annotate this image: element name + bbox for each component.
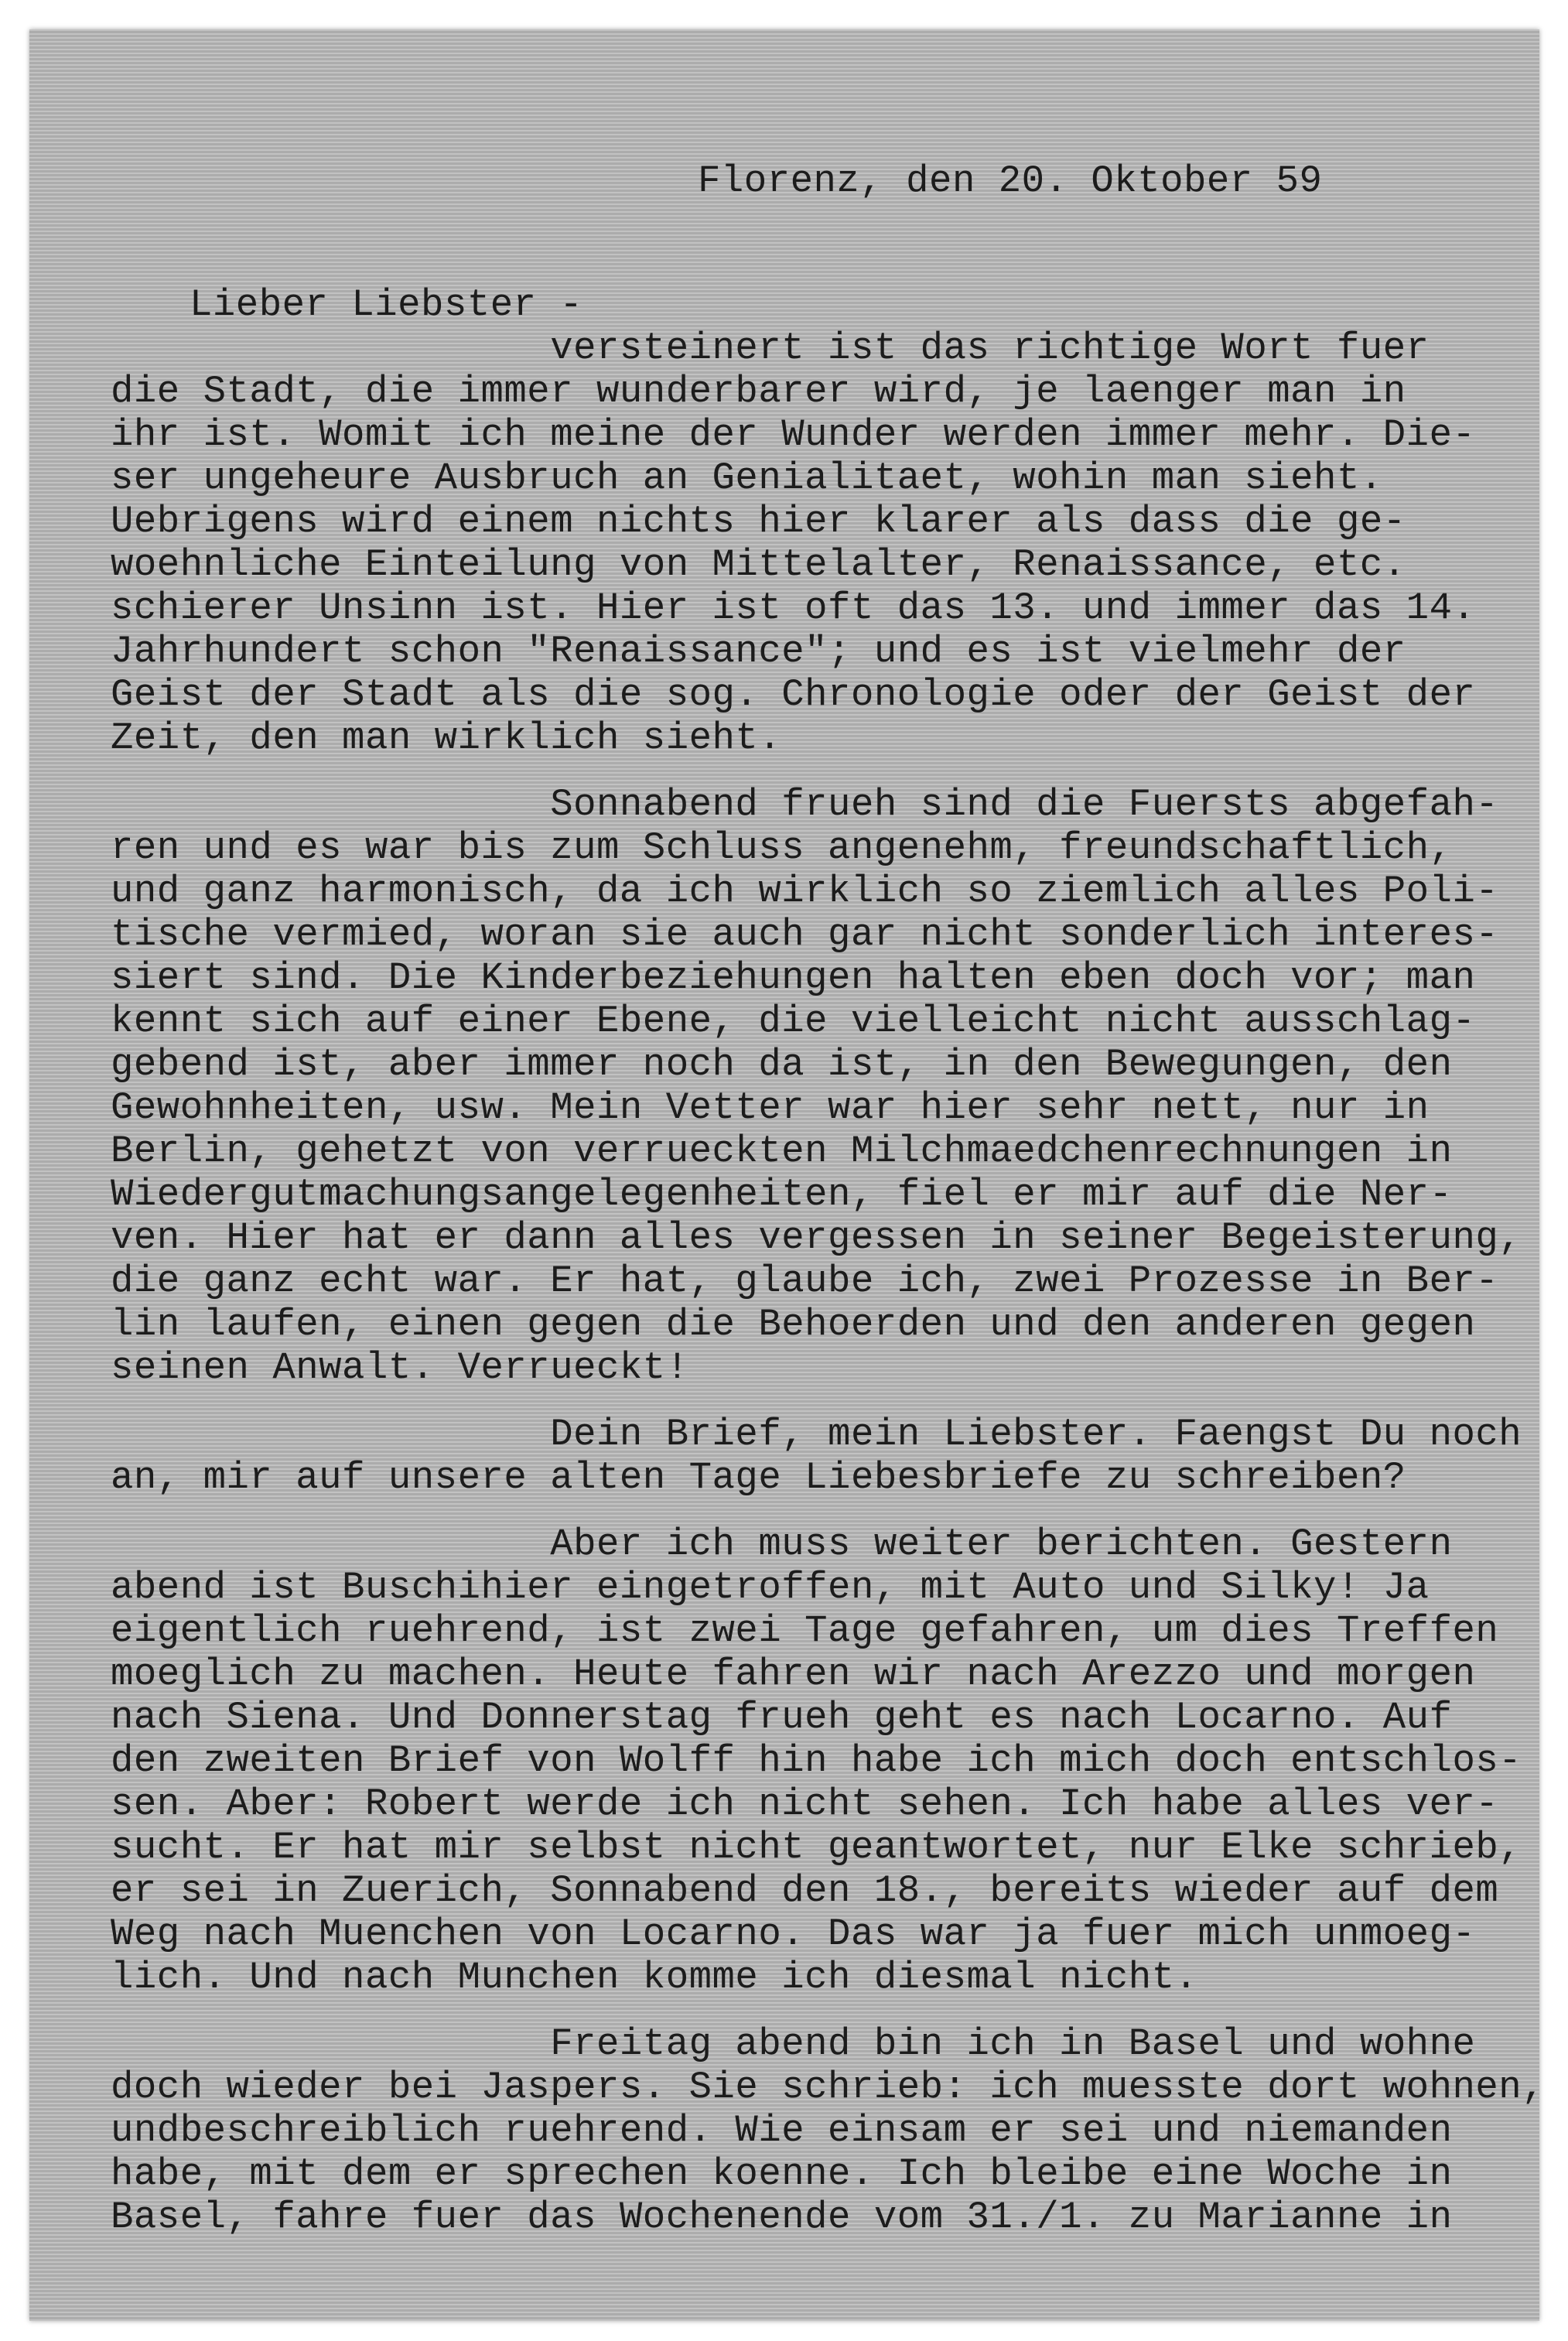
letter-paragraph	[111, 783, 1526, 1389]
text-line: Dein Brief, mein Liebster. Faengst Du noch	[111, 1413, 1522, 1456]
text-line: moeglich zu machen. Heute fahren wir nach Arezzo und morgen	[111, 1652, 1476, 1696]
text-line: versteinert ist das richtige Wort fuer	[111, 326, 1430, 370]
text-line: nach Siena. Und Donnerstag frueh geht es nach Locarno. Auf	[111, 1696, 1453, 1739]
text-line: ren und es war bis zum Schluss angenehm, freundschaftlich,	[111, 826, 1453, 870]
letter-date: Florenz, den 20. Oktober 59	[698, 159, 1323, 203]
text-line: lich. Und nach Munchen komme ich diesmal nicht.	[111, 1956, 1198, 1999]
text-line: den zweiten Brief von Wolff hin habe ich mich doch entschlos-	[111, 1739, 1522, 1782]
text-line: eigentlich ruehrend, ist zwei Tage gefahren, um dies Treffen	[111, 1609, 1499, 1652]
text-line: sucht. Er hat mir selbst nicht geantwortet, nur Elke schrieb,	[111, 1826, 1522, 1869]
text-line: lin laufen, einen gegen die Behoerden und den anderen gegen	[111, 1303, 1476, 1346]
text-line: ihr ist. Womit ich meine der Wunder werden immer mehr. Die-	[111, 413, 1476, 456]
text-line: an, mir auf unsere alten Tage Liebesbriefe zu schreiben?	[111, 1456, 1406, 1499]
text-line: Geist der Stadt als die sog. Chronologie oder der Geist der	[111, 673, 1476, 716]
text-line: schierer Unsinn ist. Hier ist oft das 13. und immer das 14.	[111, 586, 1476, 630]
letter-body	[111, 159, 1546, 2262]
letter-paragraph	[111, 1523, 1526, 1999]
text-line: und ganz harmonisch, da ich wirklich so ziemlich alles Poli-	[111, 870, 1499, 913]
text-line: abend ist Buschihier eingetroffen, mit Auto und Silky! Ja	[111, 1566, 1430, 1609]
letter-paragraph	[111, 326, 1526, 760]
text-line: er sei in Zuerich, Sonnabend den 18., bereits wieder auf dem	[111, 1869, 1499, 1912]
text-line: doch wieder bei Jaspers. Sie schrieb: ich muesste dort wohnen,	[111, 2066, 1546, 2109]
letter-paragraphs	[111, 326, 1546, 2239]
text-line: siert sind. Die Kinderbeziehungen halten eben doch vor; man	[111, 956, 1476, 1000]
typewritten-letter-page	[29, 29, 1546, 2321]
text-line: Berlin, gehetzt von verrueckten Milchmaedchenrechnungen in	[111, 1129, 1453, 1173]
text-line: Weg nach Muenchen von Locarno. Das war ja fuer mich unmoeg-	[111, 1912, 1476, 1956]
text-line: undbeschreiblich ruehrend. Wie einsam er sei und niemanden	[111, 2109, 1453, 2152]
text-line: Sonnabend frueh sind die Fuersts abgefah-	[111, 783, 1499, 826]
text-line: Basel, fahre fuer das Wochenende vom 31./1. zu Marianne in	[111, 2196, 1453, 2239]
text-line: Jahrhundert schon "Renaissance"; und es ist vielmehr der	[111, 630, 1406, 673]
text-line: ser ungeheure Ausbruch an Genialitaet, wohin man sieht.	[111, 456, 1383, 500]
text-line: Zeit, den man wirklich sieht.	[111, 716, 782, 760]
letter-paragraph	[111, 2022, 1546, 2239]
text-line: die ganz echt war. Er hat, glaube ich, zwei Prozesse in Ber-	[111, 1259, 1499, 1303]
text-line: sen. Aber: Robert werde ich nicht sehen. Ich habe alles ver-	[111, 1782, 1499, 1826]
text-line: seinen Anwalt. Verrueckt!	[111, 1346, 689, 1389]
letter-paragraph	[111, 1413, 1526, 1499]
text-line: Aber ich muss weiter berichten. Gestern	[111, 1523, 1453, 1566]
text-line: woehnliche Einteilung von Mittelalter, Renaissance, etc.	[111, 543, 1406, 586]
text-line: die Stadt, die immer wunderbarer wird, je laenger man in	[111, 370, 1406, 413]
text-line: Wiedergutmachungsangelegenheiten, fiel er mir auf die Ner-	[111, 1173, 1453, 1216]
text-line: Freitag abend bin ich in Basel und wohne	[111, 2022, 1476, 2066]
text-line: kennt sich auf einer Ebene, die vielleicht nicht ausschlag-	[111, 1000, 1476, 1043]
letter-salutation: Lieber Liebster -	[190, 283, 583, 326]
text-line: gebend ist, aber immer noch da ist, in den Bewegungen, den	[111, 1043, 1453, 1086]
text-line: tische vermied, woran sie auch gar nicht sonderlich interes-	[111, 913, 1499, 956]
text-line: habe, mit dem er sprechen koenne. Ich bleibe eine Woche in	[111, 2152, 1453, 2196]
text-line: ven. Hier hat er dann alles vergessen in seiner Begeisterung,	[111, 1216, 1522, 1259]
text-line: Gewohnheiten, usw. Mein Vetter war hier sehr nett, nur in	[111, 1086, 1430, 1129]
text-line: Uebrigens wird einem nichts hier klarer als dass die ge-	[111, 500, 1406, 543]
